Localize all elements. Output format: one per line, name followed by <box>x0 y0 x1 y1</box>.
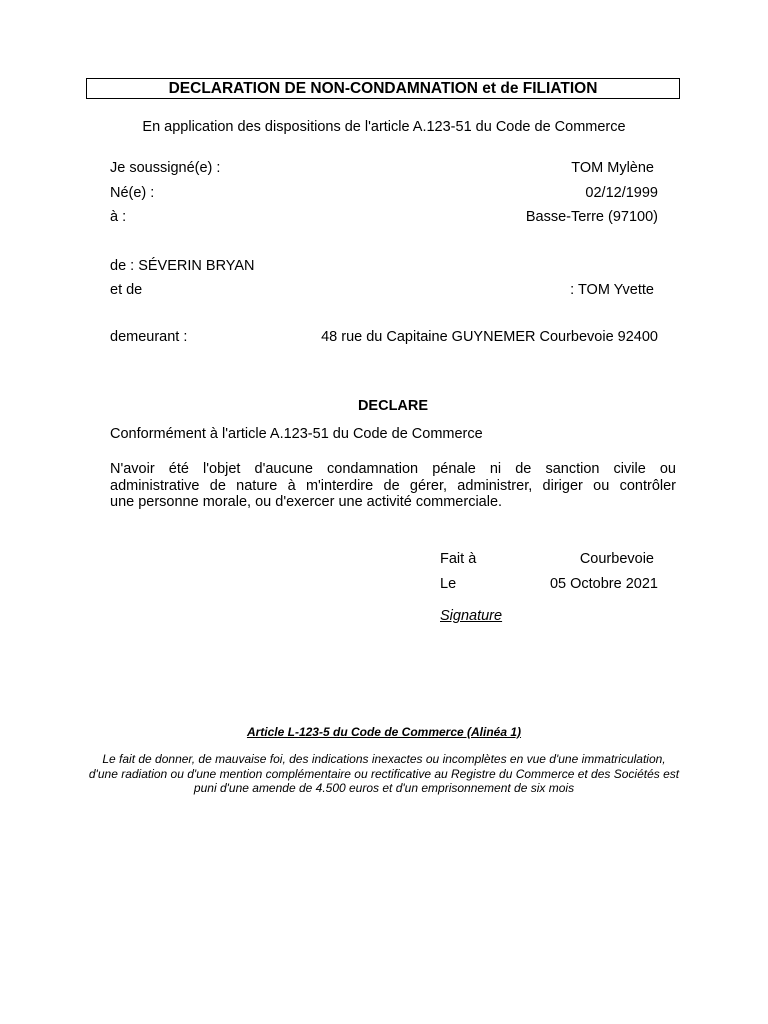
demeurant-value: 48 rue du Capitaine GUYNEMER Courbevoie 92400 <box>321 329 658 345</box>
field-row-de <box>110 257 658 275</box>
demeurant-label: demeurant : <box>110 329 188 345</box>
le-label: Le <box>440 576 457 592</box>
article-line: Le fait de donner, de mauvaise foi, des indications inexactes ou incomplètes en vue d'une immatriculation, <box>102 752 666 766</box>
ne-label: Né(e) : <box>110 185 155 201</box>
a-label: à : <box>110 209 127 225</box>
declare-heading: DECLARE <box>357 398 429 414</box>
article-line: d'une radiation ou d'une mention complémentaire ou rectificative au Registre du Commerce et des Sociétés est <box>88 766 680 781</box>
soussigne-label: Je soussigné(e) : <box>110 160 221 176</box>
document-subtitle: En application des dispositions de l'article A.123-51 du Code de Commerce <box>142 119 626 135</box>
le-value: 05 Octobre 2021 <box>549 576 658 592</box>
field-row-demeurant <box>110 328 658 346</box>
conformement-line: Conformément à l'article A.123-51 du Code de Commerce <box>110 426 483 442</box>
article-text <box>0 752 768 796</box>
et-de-label: et de <box>110 282 143 298</box>
fait-a-value: Courbevoie <box>579 551 654 567</box>
ne-value: 02/12/1999 <box>585 185 658 201</box>
declaration-body <box>110 461 676 511</box>
le-row <box>440 575 658 593</box>
article-line: puni d'une amende de 4.500 euros et d'un emprisonnement de six mois <box>193 781 575 795</box>
a-value: Basse-Terre (97100) <box>525 209 658 225</box>
field-row-a <box>110 208 658 226</box>
declaration-line: une personne morale, ou d'exercer une activité commerciale. <box>110 494 503 510</box>
field-row-soussigne <box>110 159 658 177</box>
document-title: DECLARATION DE NON-CONDAMNATION et de FILIATION <box>86 78 680 99</box>
field-row-et-de <box>110 281 658 299</box>
fait-a-label: Fait à <box>440 551 477 567</box>
signature-label: Signature <box>440 608 503 624</box>
article-title: Article L-123-5 du Code de Commerce (Alinéa 1) <box>246 725 522 739</box>
field-row-ne <box>110 184 658 202</box>
de-label: de : SÉVERIN BRYAN <box>110 258 255 274</box>
soussigne-value: TOM Mylène <box>571 160 654 176</box>
fait-a-row <box>440 550 658 568</box>
declaration-line: N'avoir été l'objet d'aucune condamnation pénale ni de sanction civile ou <box>110 461 676 477</box>
declaration-line: administrative de nature à m'interdire de gérer, administrer, diriger ou contrôler <box>110 477 676 494</box>
et-de-value: : TOM Yvette <box>570 282 654 298</box>
